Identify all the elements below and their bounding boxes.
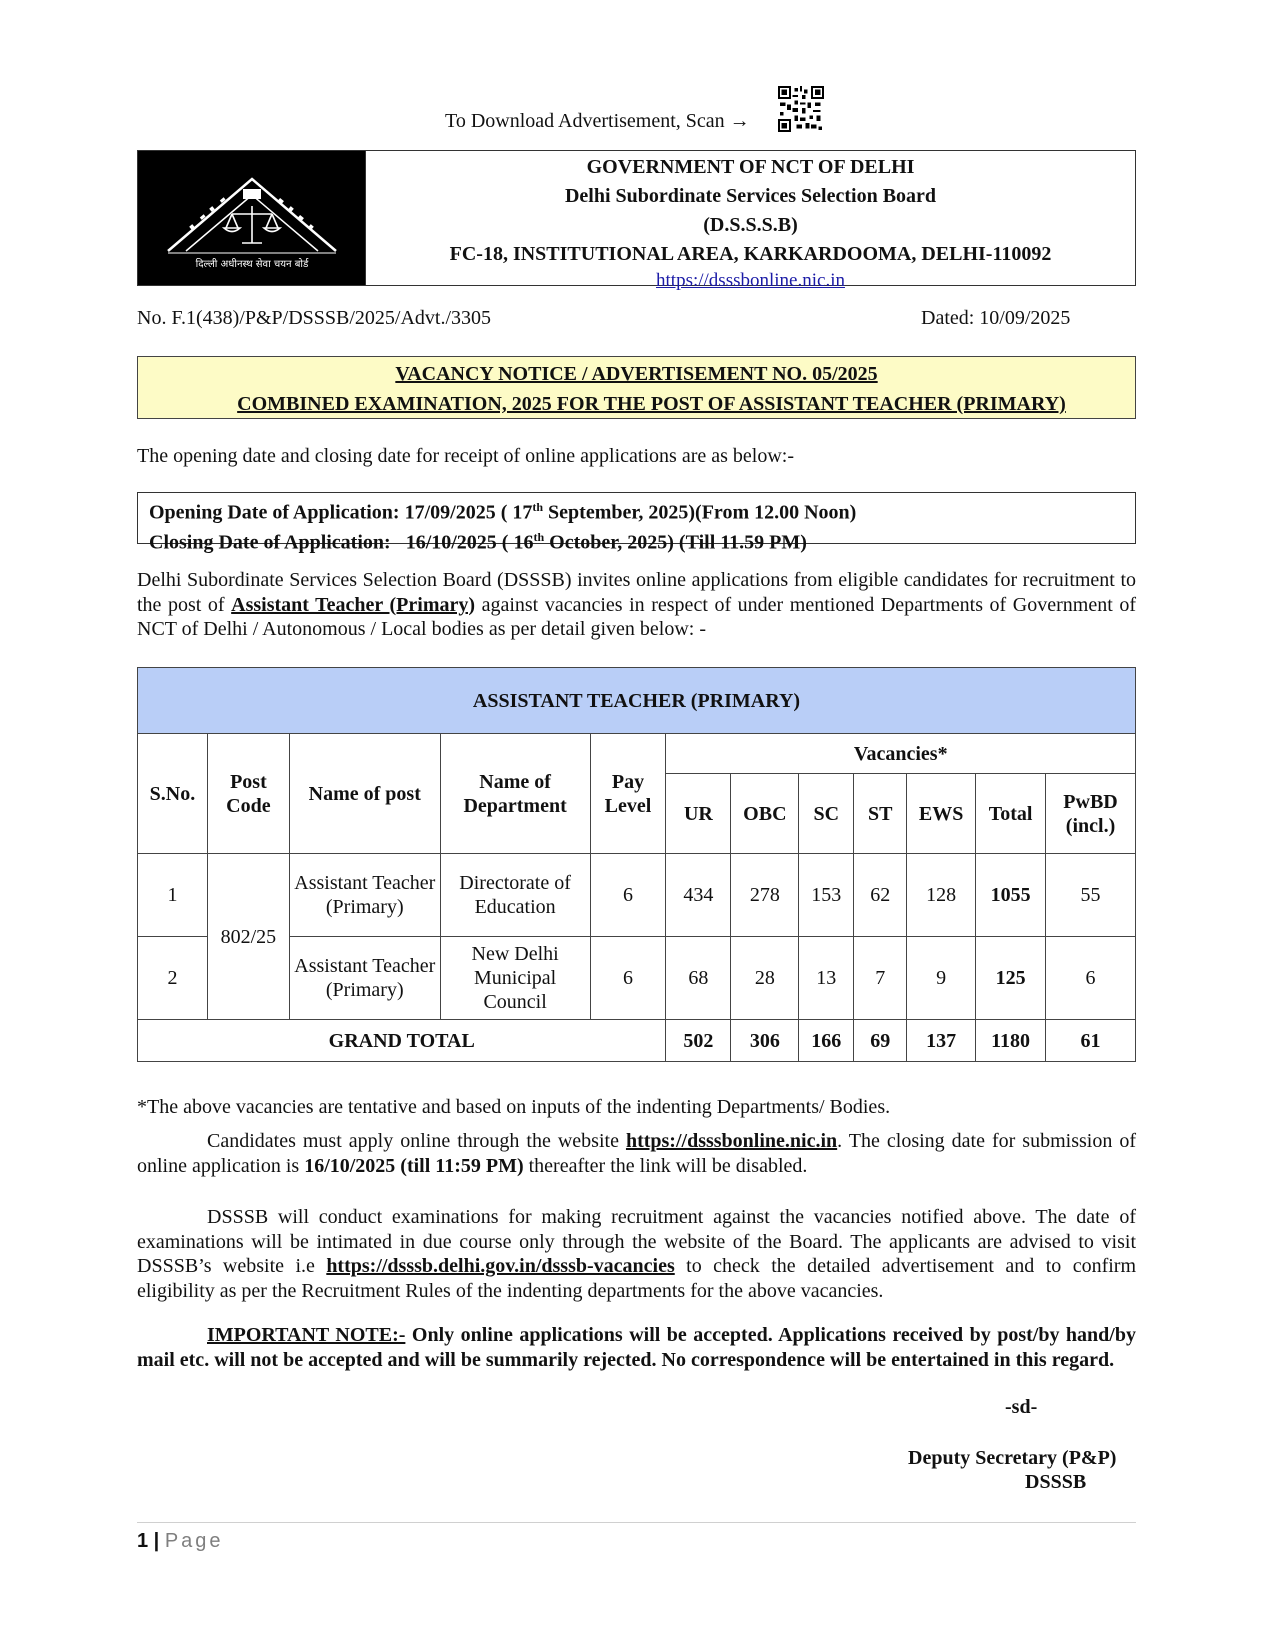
signatory-designation: Deputy Secretary (P&P) (908, 1447, 1117, 1469)
opening-date: Opening Date of Application: 17/09/2025 ( 17th September, 2025)(From 12.00 Noon) (149, 500, 857, 524)
footer-divider (137, 1522, 1136, 1523)
header-sc: SC (799, 774, 854, 854)
govt-name: GOVERNMENT OF NCT OF DELHI (586, 156, 915, 178)
cell-sc: 13 (799, 937, 854, 1020)
cell-department: New Delhi Municipal Council (440, 937, 590, 1020)
cell-total: 1055 (976, 854, 1046, 937)
invitation-paragraph: Delhi Subordinate Services Selection Board (DSSSB) invites online applications from eligible candidates for recruitment to the post of Assistant Teacher (Primary) against vacancies in respect of under mentioned Departments of Government of NCT of Delhi / Autonomous / Local bodies as per detail given below: - (137, 569, 1136, 640)
cell-obc: 278 (731, 854, 799, 937)
logo-hindi-text: दिल्ली अधीनस्थ सेवा चयन बोर्ड (195, 259, 309, 270)
header-obc: OBC (731, 774, 799, 854)
vacancy-table (137, 667, 1136, 1062)
cell-obc: 28 (731, 937, 799, 1020)
cell-ews: 9 (907, 937, 976, 1020)
header-post-code: Post Code (207, 734, 289, 854)
advertisement-number: VACANCY NOTICE / ADVERTISEMENT NO. 05/2025 (395, 363, 878, 385)
cell-total: 125 (976, 937, 1046, 1020)
cell-st: 62 (854, 854, 907, 937)
header-vacancies: Vacancies* (666, 734, 1136, 774)
cell-post-name: Assistant Teacher (Primary) (289, 937, 440, 1020)
grand-obc: 306 (731, 1020, 799, 1062)
notice-title-box (137, 356, 1136, 419)
grand-ur: 502 (666, 1020, 731, 1062)
cell-sno: 2 (138, 937, 208, 1020)
cell-ews: 128 (907, 854, 976, 937)
header-box (137, 150, 1136, 291)
grand-sc: 166 (799, 1020, 854, 1062)
header-ews: EWS (907, 774, 976, 854)
cell-pay-level: 6 (590, 937, 666, 1020)
scan-instruction: To Download Advertisement, Scan → (445, 110, 750, 132)
header-post-name: Name of post (289, 734, 440, 854)
qr-code-icon[interactable] (778, 86, 824, 132)
header-department: Name of Department (440, 734, 590, 854)
cell-sc: 153 (799, 854, 854, 937)
header-sno: S.No. (138, 734, 208, 854)
cell-post-name: Assistant Teacher (Primary) (289, 854, 440, 937)
header-st: ST (854, 774, 907, 854)
cell-pwbd: 6 (1046, 937, 1136, 1020)
apply-website-link[interactable]: https://dsssbonline.nic.in (625, 1130, 838, 1152)
grand-st: 69 (854, 1020, 907, 1062)
cell-ur: 68 (666, 937, 731, 1020)
cell-post-code: 802/25 (207, 854, 289, 1020)
grand-ews: 137 (907, 1020, 976, 1062)
vacancies-website-link[interactable]: https://dsssb.delhi.gov.in/dsssb-vacancies (326, 1255, 675, 1277)
dates-intro: The opening date and closing date for receipt of online applications are as below:- (137, 445, 794, 467)
apply-paragraph: Candidates must apply online through the website https://dsssbonline.nic.in. The closing date for submission of online application is 16/10/2025 (till 11:59 PM) thereafter the link will be disabled. (137, 1130, 1136, 1177)
grand-total-row (138, 1020, 1136, 1062)
header-ur: UR (666, 774, 731, 854)
cell-department: Directorate of Education (440, 854, 590, 937)
board-website-link[interactable]: https://dsssbonline.nic.in (656, 270, 845, 291)
exam-paragraph: DSSSB will conduct examinations for making recruitment against the vacancies notified above. The date of examinations will be intimated in due course only through the website of the Board. The applicants are advised to visit DSSSB’s website i.e https://dsssb.delhi.gov.in/dsssb-vacancies to check the detailed advertisement and to confirm eligibility as per the Recruitment Rules of the indenting departments for the above vacancies. (137, 1206, 1137, 1302)
board-abbr: (D.S.S.S.B) (703, 214, 798, 236)
closing-date: Closing Date of Application: 16/10/2025 ( 16th October, 2025) (Till 11.59 PM) (149, 529, 807, 554)
important-note-label: IMPORTANT NOTE:- (207, 1324, 406, 1346)
table-title: ASSISTANT TEACHER (PRIMARY) (138, 668, 1136, 734)
organization-details (366, 151, 1135, 291)
application-dates-box (137, 492, 1136, 554)
important-note: IMPORTANT NOTE:- Only online applications will be accepted. Applications received by post/by hand/by mail etc. will not be accepted and will be summarily rejected. No correspondence will be entertained in this regard. (137, 1324, 1136, 1371)
closing-deadline: 16/10/2025 (till 11:59 PM) (304, 1154, 524, 1177)
cell-pay-level: 6 (590, 854, 666, 937)
dsssb-emblem-icon (138, 151, 366, 285)
tentative-note: *The above vacancies are tentative and based on inputs of the indenting Departments/ Bodies. (137, 1096, 891, 1118)
notice-date: Dated: 10/09/2025 (921, 307, 1071, 329)
grand-total-label: GRAND TOTAL (138, 1020, 666, 1062)
board-address: FC-18, INSTITUTIONAL AREA, KARKARDOOMA, DELHI-110092 (449, 243, 1052, 265)
page-number: 1 | Page (137, 1530, 224, 1552)
cell-ur: 434 (666, 854, 731, 937)
dsssb-logo (138, 151, 366, 285)
examination-title: COMBINED EXAMINATION, 2025 FOR THE POST OF ASSISTANT TEACHER (PRIMARY) (237, 393, 1066, 415)
cell-st: 7 (854, 937, 907, 1020)
table-row (138, 854, 1136, 937)
signature-sd: -sd- (1005, 1396, 1038, 1418)
cell-sno: 1 (138, 854, 208, 937)
header-pay-level: Pay Level (590, 734, 666, 854)
post-name-link: Assistant Teacher (Primary) (231, 593, 476, 616)
grand-pwbd: 61 (1046, 1020, 1136, 1062)
header-pwbd: PwBD (incl.) (1046, 774, 1136, 854)
signatory-org: DSSSB (1025, 1471, 1087, 1493)
grand-total: 1180 (976, 1020, 1046, 1062)
cell-pwbd: 55 (1046, 854, 1136, 937)
header-total: Total (976, 774, 1046, 854)
board-name: Delhi Subordinate Services Selection Board (564, 185, 937, 207)
reference-number: No. F.1(438)/P&P/DSSSB/2025/Advt./3305 (137, 307, 492, 329)
